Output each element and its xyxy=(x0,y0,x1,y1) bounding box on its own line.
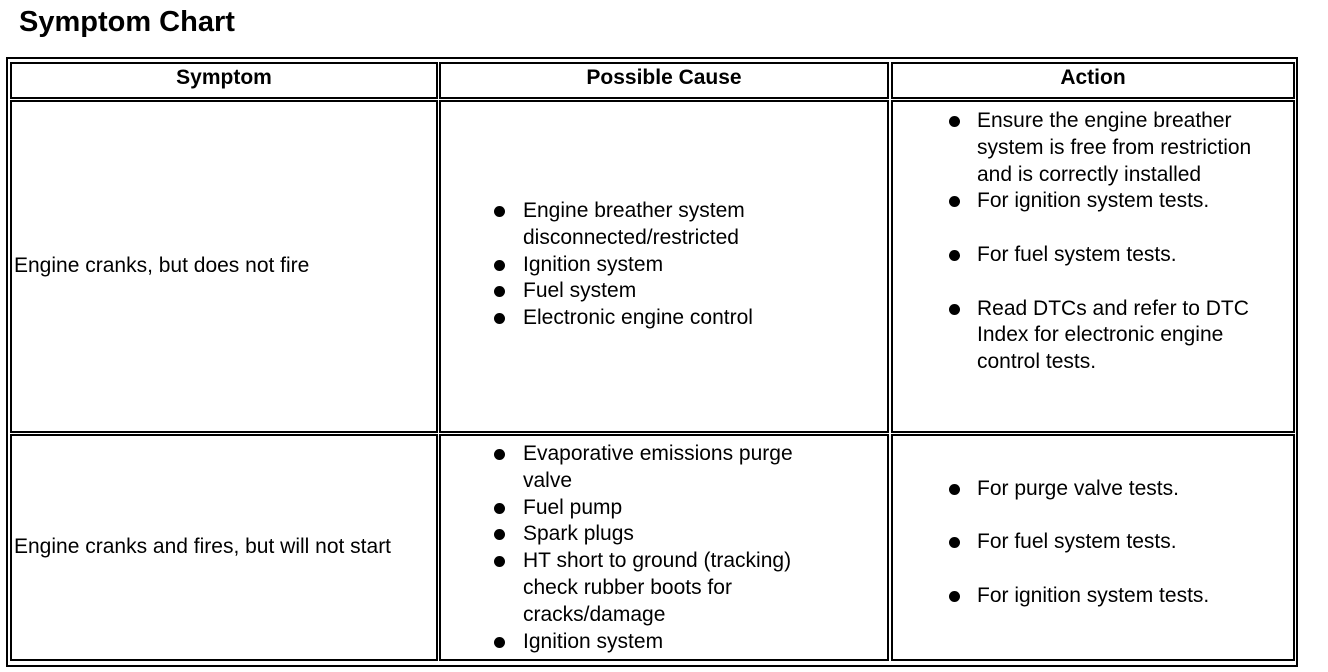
table-row-2-symptom-cell xyxy=(10,434,438,661)
table-row-1-symptom-cell xyxy=(10,100,438,433)
bullet-icon xyxy=(494,313,505,324)
list-item: Read DTCs and refer to DTC Index for electronic engine control tests. xyxy=(893,296,1293,376)
list-item: For ignition system tests. xyxy=(893,583,1293,610)
bullet-icon xyxy=(949,484,960,495)
list-item: HT short to ground (tracking) check rubber boots for cracks/damage xyxy=(441,548,887,628)
list-item: For fuel system tests. xyxy=(893,242,1293,269)
bullet-icon xyxy=(494,449,505,460)
bullet-icon xyxy=(494,206,505,217)
list-item: Engine breather system disconnected/restricted xyxy=(441,198,887,252)
list-item: Ignition system xyxy=(441,629,887,656)
bullet-icon xyxy=(949,304,960,315)
bullet-icon xyxy=(494,637,505,648)
bullet-icon xyxy=(494,260,505,271)
header-action: Action xyxy=(891,62,1295,99)
bullet-icon xyxy=(494,503,505,514)
bullet-icon xyxy=(949,196,960,207)
bullet-icon xyxy=(494,286,505,297)
list-item: Electronic engine control xyxy=(441,305,887,332)
cause-list xyxy=(441,441,887,655)
list-item: For purge valve tests. xyxy=(893,476,1293,503)
cause-list xyxy=(441,198,887,332)
list-item: Fuel pump xyxy=(441,495,887,522)
table-row-2-action-cell xyxy=(891,434,1295,661)
list-item: For fuel system tests. xyxy=(893,529,1293,556)
bullet-icon xyxy=(494,556,505,567)
table-row-1-cause-cell xyxy=(439,100,889,433)
table-row-2-cause-cell xyxy=(439,434,889,661)
header-symptom: Symptom xyxy=(10,62,438,99)
list-item: Ignition system xyxy=(441,252,887,279)
list-item: Evaporative emissions purge valve xyxy=(441,441,887,495)
action-list xyxy=(893,476,1293,610)
list-item: Spark plugs xyxy=(441,521,887,548)
list-item: For ignition system tests. xyxy=(893,188,1293,215)
bullet-icon xyxy=(949,116,960,127)
symptom-text: Engine cranks and fires, but will not start xyxy=(14,535,392,559)
list-item: Ensure the engine breather system is free from restriction and is correctly installed xyxy=(893,108,1293,188)
header-possible-cause: Possible Cause xyxy=(439,62,889,99)
action-list xyxy=(893,108,1293,376)
bullet-icon xyxy=(494,529,505,540)
list-item: Fuel system xyxy=(441,278,887,305)
bullet-icon xyxy=(949,537,960,548)
page-title: Symptom Chart xyxy=(19,6,235,38)
bullet-icon xyxy=(949,250,960,261)
bullet-icon xyxy=(949,591,960,602)
symptom-text: Engine cranks, but does not fire xyxy=(14,254,310,278)
table-row-1-action-cell xyxy=(891,100,1295,433)
